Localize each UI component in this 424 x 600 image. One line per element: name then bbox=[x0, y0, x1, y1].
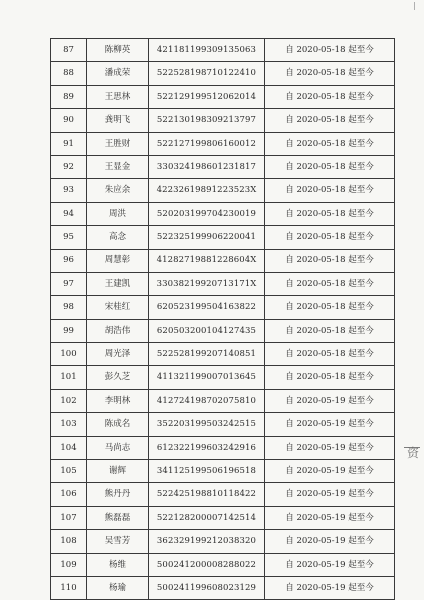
employment-period: 自 2020-05-18 起至今 bbox=[265, 249, 395, 272]
id-number: 620523199504163822 bbox=[149, 296, 265, 319]
person-name: 宋桂红 bbox=[87, 296, 149, 319]
id-number: 612322199603242916 bbox=[149, 436, 265, 459]
row-number: 108 bbox=[51, 530, 87, 553]
id-number: 520203199704230019 bbox=[149, 202, 265, 225]
row-number: 92 bbox=[51, 155, 87, 178]
table-row bbox=[51, 483, 395, 506]
person-name: 潘成荣 bbox=[87, 62, 149, 85]
scan-edge-mark bbox=[414, 2, 420, 10]
id-number: 41282719881228604X bbox=[149, 249, 265, 272]
employment-period: 自 2020-05-18 起至今 bbox=[265, 272, 395, 295]
id-number: 522425198810118422 bbox=[149, 483, 265, 506]
row-number: 107 bbox=[51, 506, 87, 529]
person-name: 李明林 bbox=[87, 389, 149, 412]
row-number: 91 bbox=[51, 132, 87, 155]
row-number: 110 bbox=[51, 576, 87, 599]
row-number: 88 bbox=[51, 62, 87, 85]
person-name: 吴雪芳 bbox=[87, 530, 149, 553]
id-number: 522528198710122410 bbox=[149, 62, 265, 85]
table-row bbox=[51, 85, 395, 108]
employment-period: 自 2020-05-18 起至今 bbox=[265, 132, 395, 155]
id-number: 500241200008288022 bbox=[149, 553, 265, 576]
row-number: 100 bbox=[51, 343, 87, 366]
row-number: 93 bbox=[51, 179, 87, 202]
employment-period: 自 2020-05-19 起至今 bbox=[265, 460, 395, 483]
row-number: 109 bbox=[51, 553, 87, 576]
person-name: 周慧彰 bbox=[87, 249, 149, 272]
table-row bbox=[51, 155, 395, 178]
employment-period: 自 2020-05-18 起至今 bbox=[265, 226, 395, 249]
row-number: 104 bbox=[51, 436, 87, 459]
table-row bbox=[51, 249, 395, 272]
person-name: 周光泽 bbox=[87, 343, 149, 366]
table-row bbox=[51, 576, 395, 599]
id-number: 522127199806160012 bbox=[149, 132, 265, 155]
table-row bbox=[51, 389, 395, 412]
id-number: 352203199503242515 bbox=[149, 413, 265, 436]
employment-period: 自 2020-05-18 起至今 bbox=[265, 319, 395, 342]
row-number: 97 bbox=[51, 272, 87, 295]
id-number: 341125199506196518 bbox=[149, 460, 265, 483]
personnel-table-body bbox=[51, 39, 395, 600]
employment-period: 自 2020-05-18 起至今 bbox=[265, 179, 395, 202]
person-name: 陈柳英 bbox=[87, 39, 149, 62]
employment-period: 自 2020-05-19 起至今 bbox=[265, 506, 395, 529]
employment-period: 自 2020-05-18 起至今 bbox=[265, 343, 395, 366]
id-number: 522130198309213797 bbox=[149, 109, 265, 132]
employment-period: 自 2020-05-19 起至今 bbox=[265, 389, 395, 412]
row-number: 90 bbox=[51, 109, 87, 132]
table-row bbox=[51, 202, 395, 225]
table-row bbox=[51, 530, 395, 553]
id-number: 362329199212038320 bbox=[149, 530, 265, 553]
table-row bbox=[51, 179, 395, 202]
person-name: 高念 bbox=[87, 226, 149, 249]
table-row bbox=[51, 553, 395, 576]
table-row bbox=[51, 343, 395, 366]
margin-stamp-text: 资 bbox=[407, 446, 420, 460]
id-number: 620503200104127435 bbox=[149, 319, 265, 342]
person-name: 胡浩伟 bbox=[87, 319, 149, 342]
person-name: 陈成名 bbox=[87, 413, 149, 436]
employment-period: 自 2020-05-18 起至今 bbox=[265, 39, 395, 62]
id-number: 500241199608023129 bbox=[149, 576, 265, 599]
person-name: 王思林 bbox=[87, 85, 149, 108]
employment-period: 自 2020-05-18 起至今 bbox=[265, 155, 395, 178]
employment-period: 自 2020-05-18 起至今 bbox=[265, 202, 395, 225]
employment-period: 自 2020-05-19 起至今 bbox=[265, 483, 395, 506]
table-row bbox=[51, 413, 395, 436]
person-name: 马尚志 bbox=[87, 436, 149, 459]
employment-period: 自 2020-05-19 起至今 bbox=[265, 413, 395, 436]
id-number: 33038219920713171X bbox=[149, 272, 265, 295]
person-name: 彭久芝 bbox=[87, 366, 149, 389]
employment-period: 自 2020-05-18 起至今 bbox=[265, 366, 395, 389]
row-number: 96 bbox=[51, 249, 87, 272]
table-row bbox=[51, 319, 395, 342]
row-number: 98 bbox=[51, 296, 87, 319]
id-number: 411321199007013645 bbox=[149, 366, 265, 389]
person-name: 龚明飞 bbox=[87, 109, 149, 132]
person-name: 周洪 bbox=[87, 202, 149, 225]
row-number: 95 bbox=[51, 226, 87, 249]
row-number: 87 bbox=[51, 39, 87, 62]
table-row bbox=[51, 296, 395, 319]
row-number: 89 bbox=[51, 85, 87, 108]
table-row bbox=[51, 39, 395, 62]
person-name: 熊丹丹 bbox=[87, 483, 149, 506]
employment-period: 自 2020-05-19 起至今 bbox=[265, 553, 395, 576]
person-name: 熊磊磊 bbox=[87, 506, 149, 529]
table-row bbox=[51, 272, 395, 295]
personnel-table bbox=[50, 38, 395, 600]
id-number: 42232619891223523X bbox=[149, 179, 265, 202]
id-number: 330324198601231817 bbox=[149, 155, 265, 178]
row-number: 101 bbox=[51, 366, 87, 389]
table-row bbox=[51, 460, 395, 483]
person-name: 杨维 bbox=[87, 553, 149, 576]
employment-period: 自 2020-05-18 起至今 bbox=[265, 62, 395, 85]
person-name: 朱应余 bbox=[87, 179, 149, 202]
row-number: 99 bbox=[51, 319, 87, 342]
table-row bbox=[51, 62, 395, 85]
person-name: 谢辉 bbox=[87, 460, 149, 483]
id-number: 412724198702075810 bbox=[149, 389, 265, 412]
table-row bbox=[51, 226, 395, 249]
row-number: 105 bbox=[51, 460, 87, 483]
employment-period: 自 2020-05-18 起至今 bbox=[265, 109, 395, 132]
employment-period: 自 2020-05-19 起至今 bbox=[265, 576, 395, 599]
person-name: 王显金 bbox=[87, 155, 149, 178]
row-number: 103 bbox=[51, 413, 87, 436]
id-number: 522528199207140851 bbox=[149, 343, 265, 366]
table-row bbox=[51, 366, 395, 389]
row-number: 102 bbox=[51, 389, 87, 412]
table-row bbox=[51, 132, 395, 155]
employment-period: 自 2020-05-19 起至今 bbox=[265, 530, 395, 553]
table-row bbox=[51, 109, 395, 132]
id-number: 421181199309135063 bbox=[149, 39, 265, 62]
employment-period: 自 2020-05-18 起至今 bbox=[265, 85, 395, 108]
row-number: 106 bbox=[51, 483, 87, 506]
id-number: 522129199512062014 bbox=[149, 85, 265, 108]
id-number: 522325199906220041 bbox=[149, 226, 265, 249]
id-number: 522128200007142514 bbox=[149, 506, 265, 529]
table-row bbox=[51, 506, 395, 529]
person-name: 王建凯 bbox=[87, 272, 149, 295]
person-name: 王胜财 bbox=[87, 132, 149, 155]
table-row bbox=[51, 436, 395, 459]
row-number: 94 bbox=[51, 202, 87, 225]
employment-period: 自 2020-05-19 起至今 bbox=[265, 436, 395, 459]
person-name: 杨瑜 bbox=[87, 576, 149, 599]
employment-period: 自 2020-05-18 起至今 bbox=[265, 296, 395, 319]
